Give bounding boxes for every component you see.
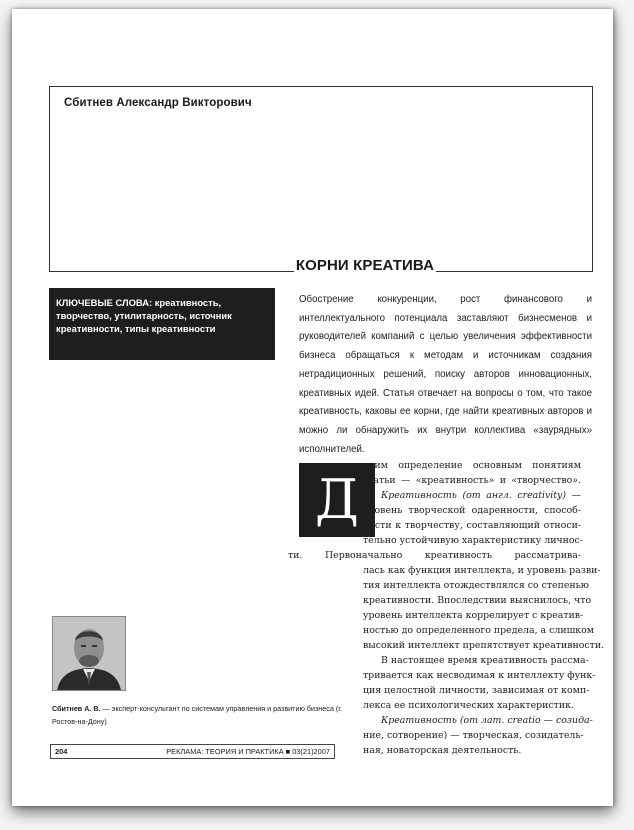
body-line: ности к творчеству, составляющий относи-	[363, 520, 581, 531]
body-line: тривается как несводимая к интеллекту функ-	[363, 670, 596, 681]
author-caption	[52, 703, 342, 728]
body-line: ностью до определенного предела, а слишком	[363, 625, 595, 636]
body-line: креативности. Впоследствии выяснилось, что	[363, 595, 592, 606]
article-header-box	[49, 86, 593, 272]
author-photo	[52, 616, 126, 691]
journal-page	[12, 9, 613, 806]
body-line: уровень творческой одаренности, способ-	[363, 505, 581, 516]
body-line: лась как функция интеллекта, и уровень разви-	[363, 565, 601, 576]
body-line: статьи — «креативность» и «творчество».	[363, 475, 581, 486]
drop-cap: Д	[299, 463, 375, 537]
abstract-text: Обострение конкуренции, рост финансового и интеллектуального потенциала заставляют бизнесменов и руководителей компаний с целью увеличения эффективности бизнеса обращаться к методам и источникам создания нетрадиционных решений, поиску авторов инновационных, креативных идей. Статья отвечает на вопросы о том, что такое креативность, каковы ее корни, где найти креативных авторов и можно ли обнаружить их внутри коллектива «заурядных» исполнителей.	[299, 294, 592, 455]
body-line: ти. Первоначально креативность рассматрива-	[288, 550, 581, 561]
body-line: тельно устойчивую характеристику личнос-	[363, 535, 583, 546]
body-line: адим определение основным понятиям	[363, 460, 581, 471]
body-line: уровень интеллекта коррелирует с креатив-	[363, 610, 584, 621]
article-title: КОРНИ КРЕАТИВА	[295, 257, 434, 274]
body-line: ция целостной личности, зависимая от комп-	[363, 685, 590, 696]
keywords-box: КЛЮЧЕВЫЕ СЛОВА: креативность, творчество, утилитарность, источник креативности, типы креативности	[49, 288, 275, 360]
portrait-image	[53, 617, 125, 690]
page-footer	[50, 744, 335, 759]
body-line: высокий интеллект препятствует креативности.	[363, 640, 605, 651]
body-line: Креативность (от лат. creatio — созида-	[381, 715, 593, 726]
caption-text: — эксперт-консультант по системам управления и развитию бизнеса (г. Ростов-на-Дону)	[52, 704, 342, 726]
body-line: Креативность (от англ. creativity) —	[381, 490, 581, 501]
author-name: Сбитнев Александр Викторович	[64, 97, 252, 109]
body-line: ная, новаторская деятельность.	[363, 745, 522, 756]
page-number: 204	[55, 747, 68, 756]
body-line: В настоящее время креативность рассма-	[381, 655, 589, 666]
body-line: ние, сотворение) — творческая, созидатель-	[363, 730, 584, 741]
body-line: лекса ее психологических характеристик.	[363, 700, 574, 711]
body-line: тия интеллекта отождествлялся со степенью	[363, 580, 589, 591]
caption-author-name: Сбитнев А. В.	[52, 704, 101, 713]
journal-info: РЕКЛАМА: ТЕОРИЯ И ПРАКТИКА ■ 03(21)2007	[166, 747, 330, 756]
